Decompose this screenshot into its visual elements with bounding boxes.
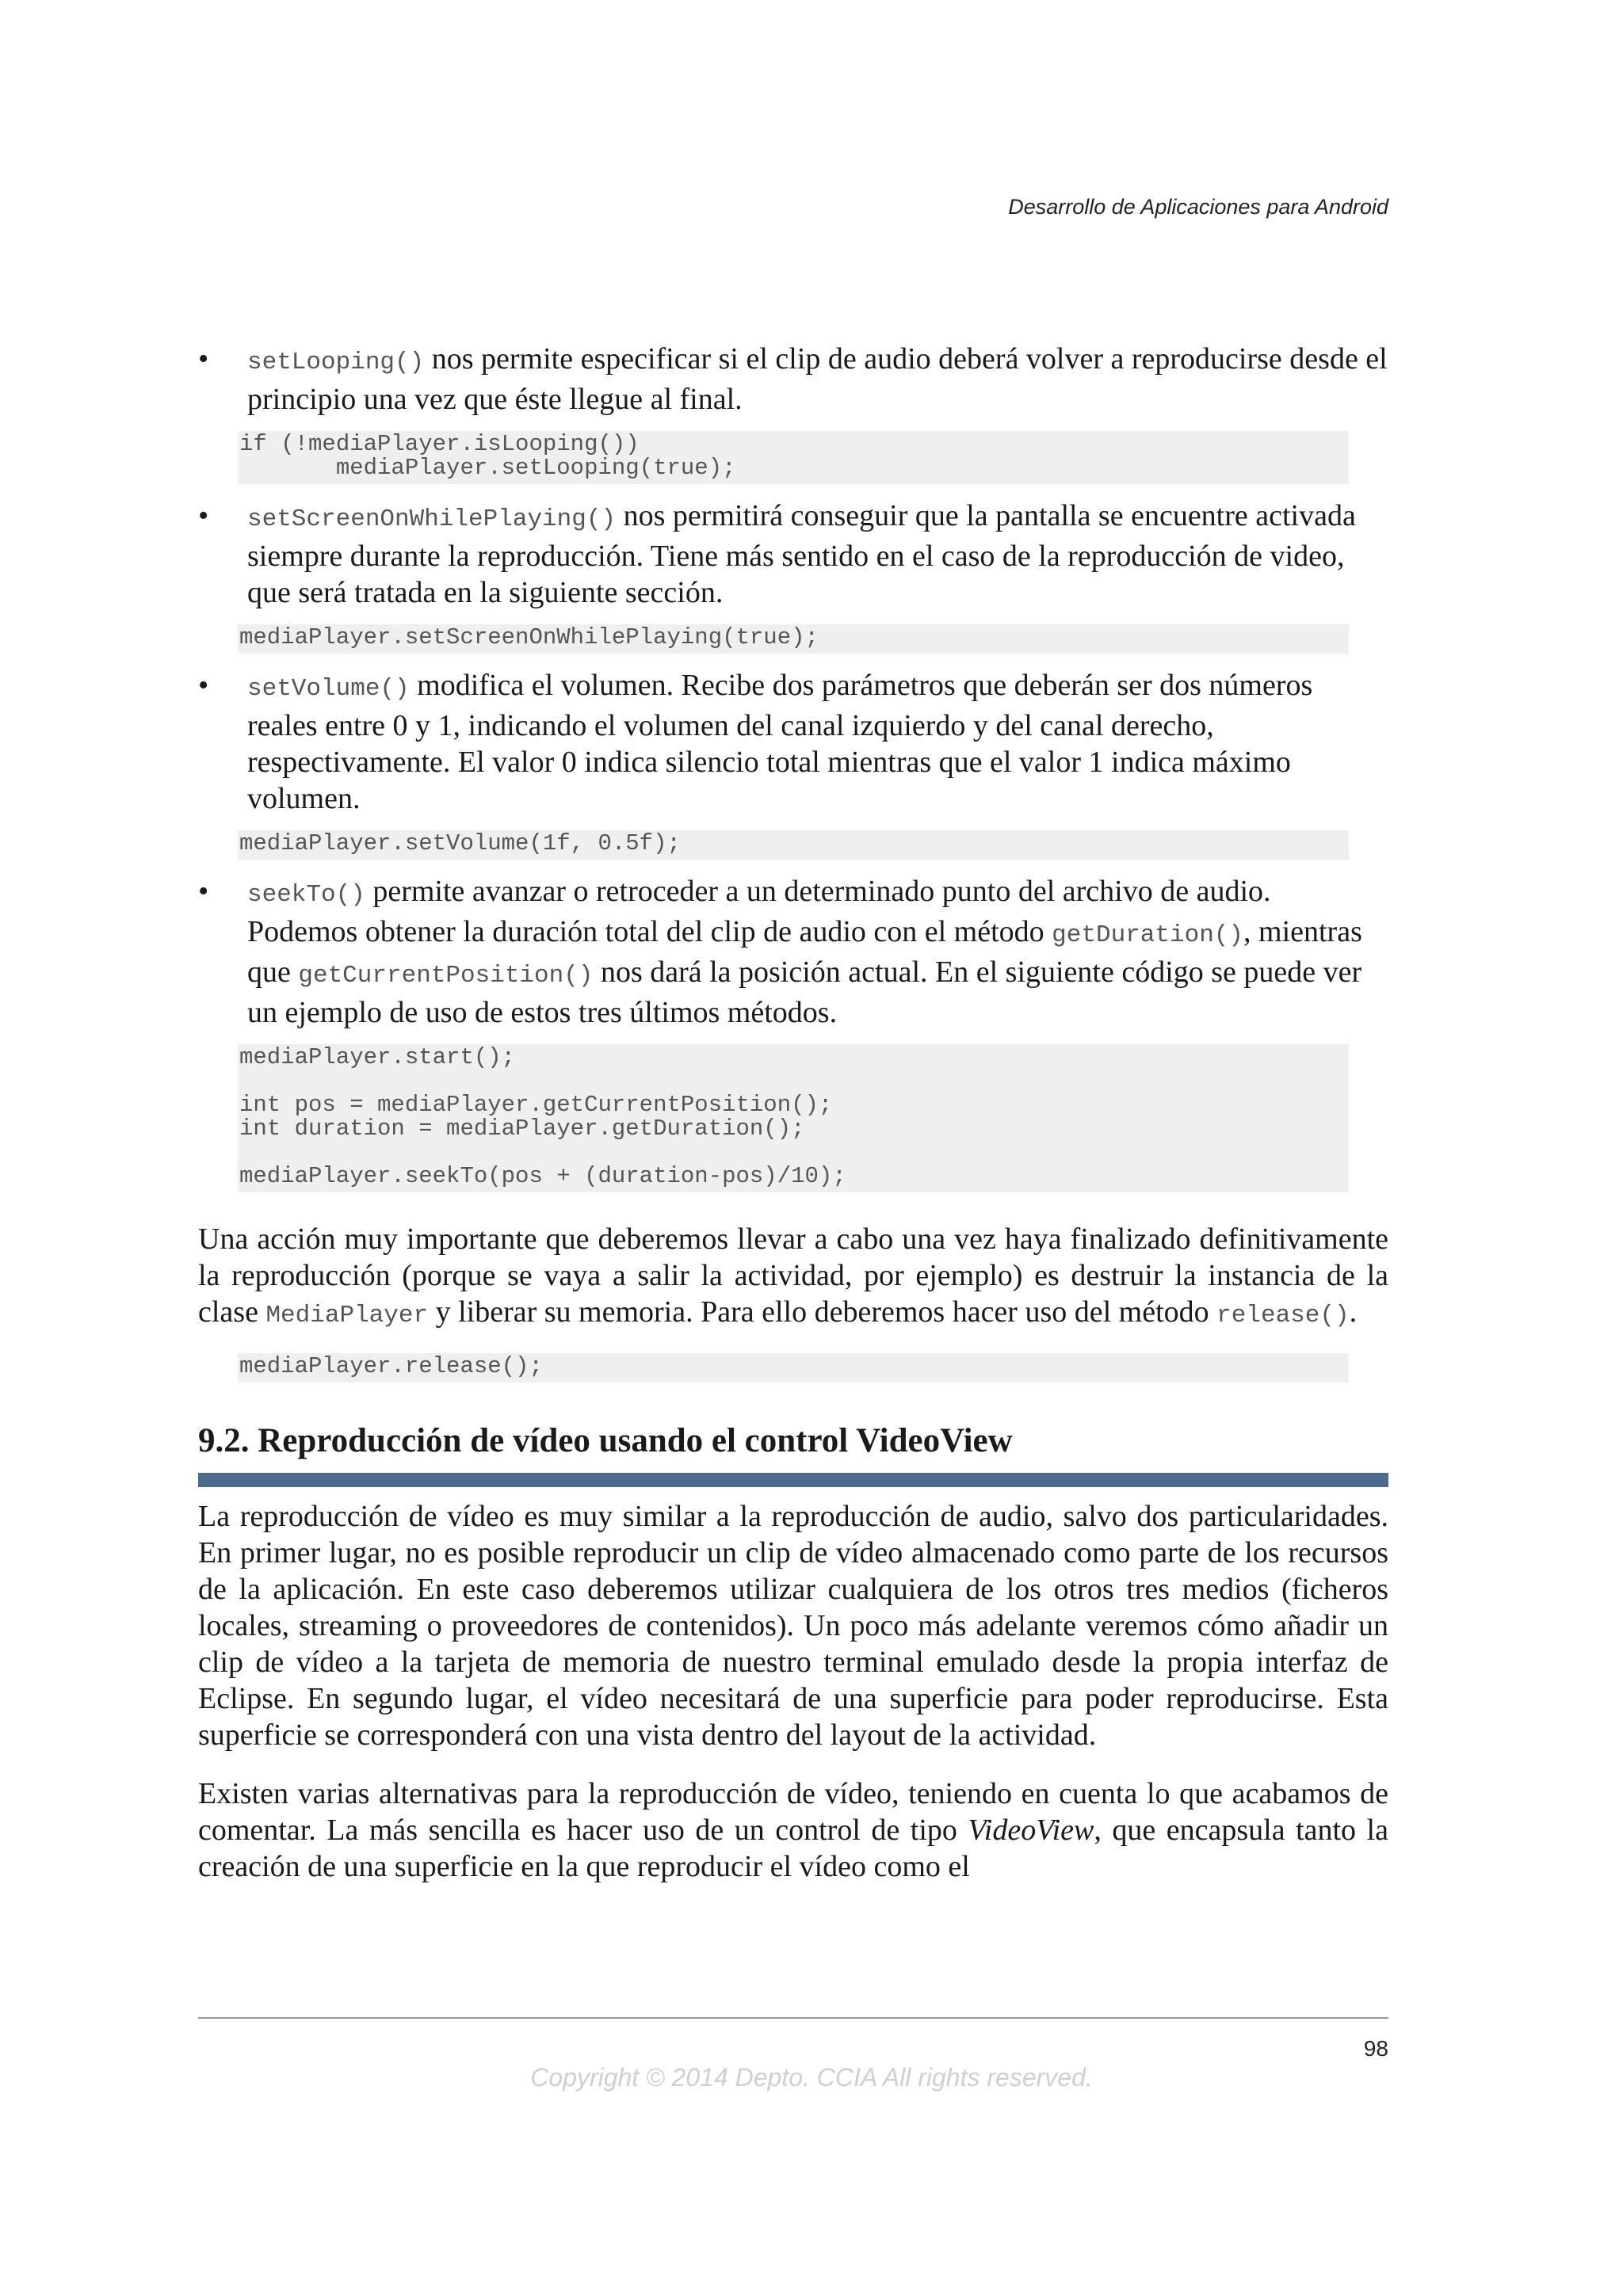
heading-rule: [198, 1473, 1388, 1487]
bullet-set-screen-on: [198, 498, 1388, 611]
section-paragraph-1: La reproducción de vídeo es muy similar a la reproducción de audio, salvo dos particularidades. En primer lugar, no es posible reproducir un clip de vídeo almacenado como parte de los recursos de la aplicación. En este caso deberemos utilizar cualquiera de los otros tres medios (ficheros locales, streaming o proveedores de contenidos). Un poco más adelante veremos cómo añadir un clip de vídeo a la tarjeta de memoria de nuestro terminal emulado desde la propia interfaz de Eclipse. En segundo lugar, el vídeo necesitará de una superficie para poder reproducirse. Esta superficie se corresponderá con una vista dentro del layout de la actividad.: [198, 1500, 1388, 1752]
paragraph-text: y liberar su memoria. Para ello deberemos hacer uso del método: [428, 1295, 1217, 1329]
code-line: mediaPlayer.setScreenOnWhilePlaying(true);: [239, 624, 819, 650]
method-name: setVolume(): [247, 675, 410, 703]
code-block-looping: [238, 431, 1349, 484]
paragraph-text: , que encapsula tanto la creación de una superficie en la que reproducir el vídeo como el: [198, 1814, 1388, 1883]
inline-code: getDuration(): [1052, 921, 1244, 949]
bullet-text: nos permitirá conseguir que la pantalla se encuentre activada siempre durante la reproducción. Tiene más sentido en el caso de la reproducción de video, que será tratada en la siguiente sección.: [247, 499, 1356, 609]
bullet-dot: •: [198, 342, 209, 376]
code-line: if (!mediaPlayer.isLooping()): [239, 431, 640, 457]
bullet-set-looping: [198, 341, 1388, 418]
page-content: [198, 341, 1388, 1885]
code-block-seek: [238, 1044, 1349, 1192]
code-line: mediaPlayer.start();: [239, 1044, 516, 1070]
inline-code: MediaPlayer: [265, 1302, 429, 1329]
code-line: mediaPlayer.setLooping(true);: [239, 455, 736, 481]
bullet-text: , mientras que: [247, 915, 1362, 989]
paragraph-text: Una acción muy importante que deberemos llevar a cabo una vez haya finalizado definitivamente la reproducción (porque se vaya a salir la actividad, por ejemplo) es destruir la instancia de la clase: [198, 1222, 1388, 1329]
method-name: setLooping(): [247, 349, 425, 376]
code-block-screen-on: [238, 624, 1349, 654]
emphasis-text: VideoView: [968, 1814, 1094, 1847]
code-line: mediaPlayer.setVolume(1f, 0.5f);: [239, 830, 681, 856]
release-paragraph: [198, 1221, 1388, 1334]
section-paragraph-2: [198, 1775, 1388, 1885]
bullet-text: permite avanzar o retroceder a un determinado punto del archivo de audio. Podemos obtener la duración total del clip de audio con el método: [247, 875, 1271, 948]
page-number: 98: [1363, 2036, 1388, 2061]
code-blank-line: [239, 1141, 1347, 1165]
inline-code: getCurrentPosition(): [298, 962, 594, 990]
inline-code: release(): [1216, 1302, 1350, 1329]
paragraph-text: .: [1349, 1295, 1358, 1329]
bullet-text: modifica el volumen. Recibe dos parámetros que deberán ser dos números reales entre 0 y 1, indicando el volumen del canal izquierdo y del canal derecho, respectivamente. El valor 0 indica silencio total mientras que el valor 1 indica máximo volumen.: [247, 669, 1313, 815]
code-block-volume: [238, 830, 1349, 860]
bullet-seek-to: [198, 873, 1388, 1031]
bullet-text: nos dará la posición actual. En el siguiente código se puede ver un ejemplo de uso de estos tres últimos métodos.: [247, 955, 1362, 1029]
bullet-dot: •: [198, 875, 209, 908]
running-header: Desarrollo de Aplicaciones para Android: [1008, 195, 1388, 219]
code-line: mediaPlayer.release();: [239, 1353, 543, 1379]
code-line: int duration = mediaPlayer.getDuration();: [239, 1116, 805, 1142]
section-heading: 9.2. Reproducción de vídeo usando el control VideoView: [198, 1422, 1013, 1459]
copyright-notice: Copyright © 2014 Depto. CCIA All rights reserved.: [530, 2063, 1093, 2092]
bullet-text: nos permite especificar si el clip de audio deberá volver a reproducirse desde el principio una vez que éste llegue al final.: [247, 342, 1388, 416]
code-line: int pos = mediaPlayer.getCurrentPosition();: [239, 1092, 833, 1118]
bullet-dot: •: [198, 669, 209, 702]
code-block-release: [238, 1353, 1349, 1383]
bullet-set-volume: [198, 667, 1388, 817]
method-name: seekTo(): [247, 881, 365, 909]
bullet-dot: •: [198, 499, 209, 532]
paragraph-text: Existen varias alternativas para la reproducción de vídeo, teniendo en cuenta lo que acabamos de comentar. La más sencilla es hacer uso de un control de tipo: [198, 1777, 1388, 1847]
code-blank-line: [239, 1070, 1347, 1093]
method-name: setScreenOnWhilePlaying(): [247, 505, 617, 533]
footer-rule: [198, 2017, 1388, 2019]
code-line: mediaPlayer.seekTo(pos + (duration-pos)/10);: [239, 1163, 846, 1189]
